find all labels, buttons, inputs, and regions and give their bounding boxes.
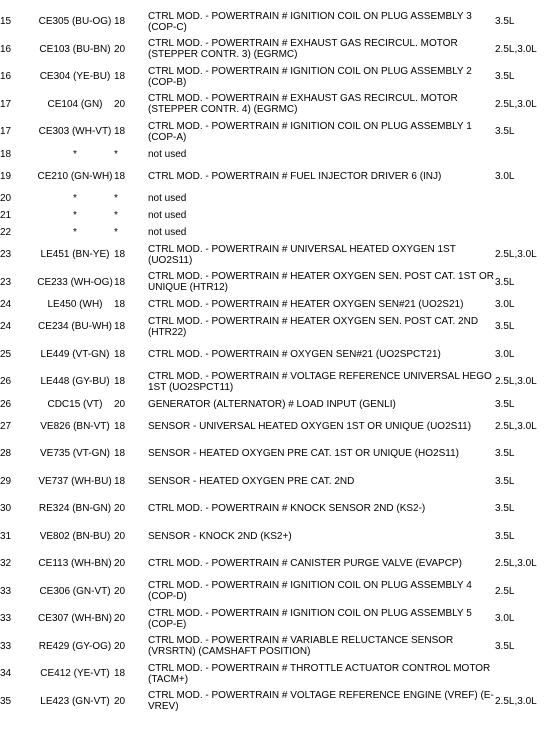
wire-circuit: CE104 (GN) <box>47 98 103 110</box>
wire-gauge: 18 <box>114 348 126 360</box>
circuit-function: GENERATOR (ALTERNATOR) # LOAD INPUT (GENLI) <box>148 398 396 410</box>
engine-applicability <box>495 224 557 241</box>
wire-gauge: 18 <box>114 420 126 432</box>
connector-pinout-table <box>0 8 557 715</box>
wire-circuit: CE306 (GN-VT) <box>39 585 111 597</box>
table-row <box>0 578 557 606</box>
wire-gauge: 18 <box>114 321 126 333</box>
pin-number: 16 <box>0 43 12 55</box>
pin-number: 27 <box>0 420 12 432</box>
wire-gauge: * <box>114 210 118 221</box>
table-row <box>0 118 557 146</box>
wire-gauge: 18 <box>114 126 126 138</box>
wire-circuit: * <box>73 193 77 204</box>
circuit-function: CTRL MOD. - POWERTRAIN # EXHAUST GAS RECIRCUL. MOTOR (STEPPER CONTR. 4) (EGRMC) <box>148 93 458 116</box>
engine-applicability: 3.0L <box>495 613 515 625</box>
circuit-function: CTRL MOD. - POWERTRAIN # IGNITION COIL ON PLUG ASSEMBLY 4 (COP-D) <box>148 580 472 603</box>
wire-circuit: VE802 (BN-BU) <box>39 530 111 542</box>
engine-applicability: 3.5L <box>495 640 515 652</box>
engine-applicability: 3.5L <box>495 530 515 542</box>
wire-gauge: 20 <box>114 43 126 55</box>
engine-applicability <box>495 660 557 688</box>
circuit-function: not used <box>148 148 187 160</box>
wire-gauge: * <box>114 193 118 204</box>
engine-applicability: 3.0L <box>495 348 515 360</box>
engine-applicability: 3.5L <box>495 448 515 460</box>
engine-applicability: 3.0L <box>495 170 515 182</box>
pin-number: 24 <box>0 299 12 310</box>
table-row <box>0 660 557 688</box>
circuit-function: CTRL MOD. - POWERTRAIN # THROTTLE ACTUATOR CONTROL MOTOR (TACM+) <box>148 662 491 685</box>
pin-number: 25 <box>0 348 12 360</box>
wire-gauge: 18 <box>114 299 126 310</box>
engine-applicability: 3.5L <box>495 16 515 28</box>
table-row <box>0 63 557 91</box>
table-row <box>0 207 557 224</box>
wire-circuit: CE103 (BU-BN) <box>39 43 111 55</box>
wire-circuit: LE450 (WH) <box>47 299 103 310</box>
circuit-function: CTRL MOD. - POWERTRAIN # EXHAUST GAS RECIRCUL. MOTOR (STEPPER CONTR. 3) (EGRMC) <box>148 38 458 61</box>
table-row <box>0 605 557 633</box>
wire-circuit: * <box>73 148 77 160</box>
engine-applicability: 3.0L <box>495 299 515 310</box>
wire-circuit: LE423 (GN-VT) <box>40 695 110 707</box>
pin-number: 20 <box>0 193 12 204</box>
wire-gauge: 18 <box>114 448 126 460</box>
circuit-function: CTRL MOD. - POWERTRAIN # HEATER OXYGEN SEN. POST CAT. 1ST OR UNIQUE (HTR12) <box>148 271 494 294</box>
pin-number: 23 <box>0 249 12 261</box>
wire-gauge: 20 <box>114 530 126 542</box>
pin-number: 29 <box>0 475 12 487</box>
circuit-function: not used <box>148 227 187 238</box>
circuit-function: CTRL MOD. - POWERTRAIN # HEATER OXYGEN SEN. POST CAT. 2ND (HTR22) <box>148 315 479 338</box>
wire-circuit: CE113 (WH-BN) <box>38 558 112 570</box>
circuit-function: CTRL MOD. - POWERTRAIN # CANISTER PURGE VALVE (EVAPCP) <box>148 558 462 570</box>
engine-applicability: 2.5L <box>495 585 515 597</box>
circuit-function: CTRL MOD. - POWERTRAIN # IGNITION COIL ON PLUG ASSEMBLY 1 (COP-A) <box>148 120 472 143</box>
pin-number: 35 <box>0 695 12 707</box>
engine-applicability: 3.5L <box>495 126 515 138</box>
wire-circuit: RE429 (GY-OG) <box>38 640 112 652</box>
wire-gauge: 20 <box>114 558 126 570</box>
engine-applicability: 2.5L,3.0L <box>495 43 537 55</box>
circuit-function: CTRL MOD. - POWERTRAIN # OXYGEN SEN#21 (UO2SPCT21) <box>148 348 441 360</box>
pin-number: 26 <box>0 376 12 388</box>
wire-circuit: CE305 (BU-OG) <box>38 16 112 28</box>
table-row <box>0 269 557 297</box>
wire-gauge: 18 <box>114 276 126 288</box>
engine-applicability: 2.5L,3.0L <box>495 249 537 261</box>
pin-number: 31 <box>0 530 12 542</box>
wire-circuit: CE234 (BU-WH) <box>38 321 112 333</box>
wire-circuit: LE448 (GY-BU) <box>40 376 110 388</box>
table-row <box>0 368 557 396</box>
table-row <box>0 413 557 441</box>
wire-gauge: 18 <box>114 170 126 182</box>
engine-applicability <box>495 190 557 207</box>
table-row <box>0 36 557 64</box>
table-row <box>0 313 557 341</box>
wire-circuit: LE449 (VT-GN) <box>40 348 110 360</box>
circuit-function: not used <box>148 193 187 204</box>
pin-number: 19 <box>0 170 12 182</box>
engine-applicability: 3.5L <box>495 503 515 515</box>
engine-applicability: 3.5L <box>495 475 515 487</box>
wire-gauge: 18 <box>114 16 126 28</box>
table-row <box>0 633 557 661</box>
circuit-function: not used <box>148 210 187 221</box>
wire-gauge: 18 <box>114 71 126 83</box>
wire-circuit: CE233 (WH-OG) <box>37 276 113 288</box>
circuit-function: CTRL MOD. - POWERTRAIN # FUEL INJECTOR DRIVER 6 (INJ) <box>148 170 442 182</box>
wire-gauge: 18 <box>114 668 126 680</box>
circuit-function: CTRL MOD. - POWERTRAIN # KNOCK SENSOR 2ND (KS2-) <box>148 503 426 515</box>
pin-number: 16 <box>0 71 12 83</box>
table-row <box>0 91 557 119</box>
pin-number: 21 <box>0 210 12 221</box>
pinout-table-body <box>0 8 557 715</box>
circuit-function: CTRL MOD. - POWERTRAIN # VOLTAGE REFERENCE UNIVERSAL HEGO 1ST (UO2SPCT11) <box>148 370 492 393</box>
pin-number: 32 <box>0 558 12 570</box>
wire-gauge: 18 <box>114 376 126 388</box>
pin-number: 22 <box>0 227 12 238</box>
wire-circuit: VE735 (VT-GN) <box>39 448 111 460</box>
pin-number: 24 <box>0 321 12 333</box>
pin-number: 23 <box>0 276 12 288</box>
wire-gauge: 18 <box>114 475 126 487</box>
engine-applicability <box>495 146 557 163</box>
table-row <box>0 341 557 369</box>
wire-gauge: 20 <box>114 613 126 625</box>
table-row <box>0 550 557 578</box>
wire-gauge: 20 <box>114 695 126 707</box>
circuit-function: CTRL MOD. - POWERTRAIN # UNIVERSAL HEATED OXYGEN 1ST (UO2S11) <box>148 243 456 266</box>
circuit-function: CTRL MOD. - POWERTRAIN # HEATER OXYGEN SEN#21 (UO2S21) <box>148 299 464 310</box>
wire-gauge: 20 <box>114 398 126 410</box>
table-row <box>0 296 557 313</box>
pin-number: 15 <box>0 16 12 28</box>
engine-applicability: 3.5L <box>495 276 515 288</box>
circuit-function: SENSOR - HEATED OXYGEN PRE CAT. 1ST OR UNIQUE (HO2S11) <box>148 448 459 460</box>
circuit-function: CTRL MOD. - POWERTRAIN # IGNITION COIL ON PLUG ASSEMBLY 3 (COP-C) <box>148 10 472 33</box>
wire-gauge: * <box>114 148 118 160</box>
wire-gauge: 20 <box>114 585 126 597</box>
engine-applicability: 3.5L <box>495 398 515 410</box>
circuit-function: SENSOR - UNIVERSAL HEATED OXYGEN 1ST OR UNIQUE (UO2S11) <box>148 420 472 432</box>
table-row <box>0 163 557 191</box>
pin-number: 33 <box>0 640 12 652</box>
circuit-function: CTRL MOD. - POWERTRAIN # VARIABLE RELUCTANCE SENSOR (VRSRTN) (CAMSHAFT POSITION) <box>148 635 454 658</box>
table-row <box>0 688 557 716</box>
table-row <box>0 224 557 241</box>
table-row <box>0 396 557 413</box>
circuit-function: SENSOR - HEATED OXYGEN PRE CAT. 2ND <box>148 475 355 487</box>
wire-gauge: 20 <box>114 640 126 652</box>
wire-circuit: RE324 (BN-GN) <box>38 503 112 515</box>
pin-number: 34 <box>0 668 12 680</box>
table-row <box>0 146 557 163</box>
pin-number: 17 <box>0 126 12 138</box>
table-row <box>0 190 557 207</box>
wire-circuit: CE210 (GN-WH) <box>37 170 113 182</box>
pin-number: 28 <box>0 448 12 460</box>
circuit-function: SENSOR - KNOCK 2ND (KS2+) <box>148 530 292 542</box>
engine-applicability <box>495 207 557 224</box>
table-row <box>0 523 557 551</box>
engine-applicability: 2.5L,3.0L <box>495 420 537 432</box>
pin-number: 33 <box>0 585 12 597</box>
wire-circuit: CE304 (YE-BU) <box>39 71 111 83</box>
table-row <box>0 241 557 269</box>
wire-circuit: VE826 (BN-VT) <box>40 420 110 432</box>
pin-number: 18 <box>0 148 12 160</box>
wire-circuit: LE451 (BN-YE) <box>40 249 110 261</box>
circuit-function: CTRL MOD. - POWERTRAIN # IGNITION COIL ON PLUG ASSEMBLY 2 (COP-B) <box>148 65 472 88</box>
engine-applicability: 2.5L,3.0L <box>495 558 537 570</box>
wire-gauge: 20 <box>114 503 126 515</box>
wire-gauge: 20 <box>114 98 126 110</box>
wire-gauge: * <box>114 227 118 238</box>
table-row <box>0 468 557 496</box>
wire-gauge: 18 <box>114 249 126 261</box>
wire-circuit: CE412 (YE-VT) <box>40 668 110 680</box>
wire-circuit: CE307 (WH-BN) <box>38 613 112 625</box>
pin-number: 30 <box>0 503 12 515</box>
circuit-function: CTRL MOD. - POWERTRAIN # VOLTAGE REFERENCE ENGINE (VREF) (E-VREV) <box>148 690 494 713</box>
table-row <box>0 8 557 36</box>
circuit-function: CTRL MOD. - POWERTRAIN # IGNITION COIL ON PLUG ASSEMBLY 5 (COP-E) <box>148 607 472 630</box>
pin-number: 33 <box>0 613 12 625</box>
wire-circuit: VE737 (WH-BU) <box>38 475 112 487</box>
wire-circuit: CE303 (WH-VT) <box>38 126 112 138</box>
pin-number: 26 <box>0 398 12 410</box>
engine-applicability: 2.5L,3.0L <box>495 98 537 110</box>
table-row <box>0 440 557 468</box>
engine-applicability: 3.5L <box>495 321 515 333</box>
wire-circuit: CDC15 (VT) <box>47 398 103 410</box>
engine-applicability: 2.5L,3.0L <box>495 695 537 707</box>
wire-circuit: * <box>73 210 77 221</box>
engine-applicability: 2.5L,3.0L <box>495 376 537 388</box>
wire-circuit: * <box>73 227 77 238</box>
engine-applicability: 3.5L <box>495 71 515 83</box>
pin-number: 17 <box>0 98 12 110</box>
table-row <box>0 495 557 523</box>
